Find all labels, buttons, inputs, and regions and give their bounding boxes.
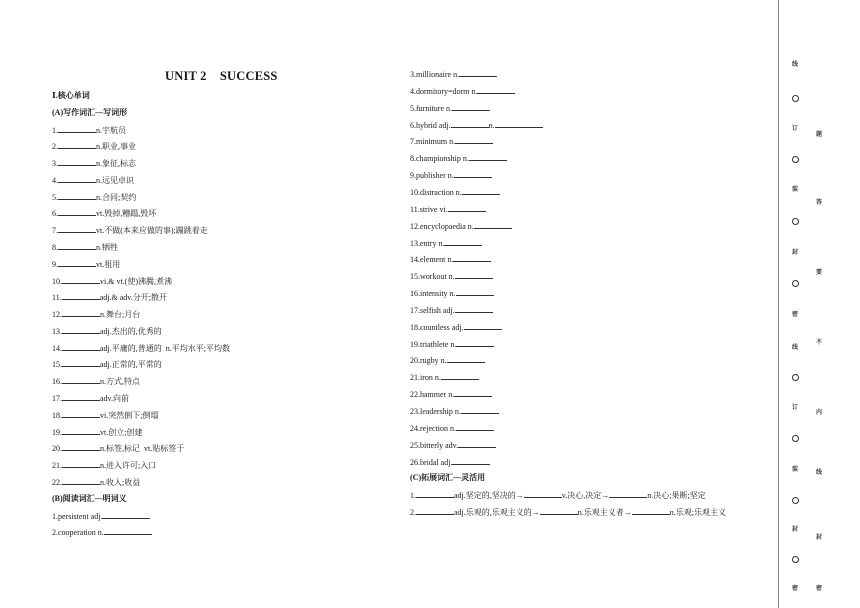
item-definition: vt.毁掉,糟蹋,毁坏 xyxy=(96,209,157,219)
item-number: 11. xyxy=(410,204,420,214)
item-definition: adj.坚定的,坚决的→ xyxy=(454,491,524,501)
item-number: 17. xyxy=(52,394,62,404)
reading-item xyxy=(410,305,493,316)
item-definition: v.决心,决定→ xyxy=(561,491,610,501)
answer-blank[interactable] xyxy=(632,507,670,515)
margin-label: 密 xyxy=(791,586,798,592)
answer-blank[interactable] xyxy=(62,393,100,401)
item-number: 18. xyxy=(410,322,420,332)
item-word: hammer n. xyxy=(420,390,455,400)
answer-blank[interactable] xyxy=(62,443,100,451)
extension-item xyxy=(410,490,706,501)
answer-blank[interactable] xyxy=(456,423,494,431)
item-number: 26. xyxy=(410,457,420,467)
answer-blank[interactable] xyxy=(62,343,100,351)
writing-item xyxy=(52,175,134,186)
writing-item xyxy=(52,393,129,404)
item-number: 6. xyxy=(52,209,58,219)
item-definition: n.乐观主义者→ xyxy=(577,508,632,518)
reading-item xyxy=(410,221,512,232)
item-number: 9. xyxy=(410,171,416,181)
answer-blank[interactable] xyxy=(459,69,497,77)
reading-item xyxy=(410,322,502,333)
answer-blank[interactable] xyxy=(58,225,96,233)
writing-item xyxy=(52,192,136,203)
item-number: 9. xyxy=(52,259,58,269)
answer-blank[interactable] xyxy=(458,440,496,448)
writing-item xyxy=(52,292,167,303)
item-definition: adj.正常的,平常的 xyxy=(100,360,162,370)
item-definition: vt.不做(本来应做的事);蹦跳着走 xyxy=(96,226,208,236)
answer-blank[interactable] xyxy=(461,406,499,414)
answer-blank[interactable] xyxy=(58,141,96,149)
answer-blank[interactable] xyxy=(58,192,96,200)
answer-blank[interactable] xyxy=(62,326,100,334)
answer-blank[interactable] xyxy=(62,276,100,284)
circle-marker xyxy=(792,280,799,287)
section-heading-extension xyxy=(410,473,485,483)
item-definition: n.标签,标记 vt.贴标签于 xyxy=(100,444,185,454)
answer-blank[interactable] xyxy=(58,125,96,133)
writing-item xyxy=(52,259,120,270)
writing-item xyxy=(52,242,118,253)
item-word: intensity n. xyxy=(420,289,456,299)
item-word: strive vi. xyxy=(419,204,448,214)
item-number: 14. xyxy=(52,343,62,353)
item-definition: n.乐观;乐观主义 xyxy=(669,508,727,518)
answer-blank[interactable] xyxy=(62,376,100,384)
margin-label: 订 xyxy=(791,126,798,132)
item-number: 22. xyxy=(52,477,62,487)
item-word: cooperation n. xyxy=(58,528,104,538)
item-number: 25. xyxy=(410,440,420,450)
item-number: 14. xyxy=(410,255,420,265)
reading-item xyxy=(410,271,493,282)
reading-item xyxy=(410,204,486,215)
item-number: 24. xyxy=(410,423,420,433)
writing-item xyxy=(52,443,184,454)
item-word: minimum n. xyxy=(416,137,456,147)
reading-item xyxy=(410,153,507,164)
extension-item xyxy=(410,507,726,518)
item-number: 15. xyxy=(52,360,62,370)
answer-blank[interactable] xyxy=(456,288,494,296)
answer-blank[interactable] xyxy=(462,187,500,195)
answer-blank[interactable] xyxy=(62,427,100,435)
writing-item xyxy=(52,309,140,320)
writing-item xyxy=(52,158,136,169)
answer-blank[interactable] xyxy=(469,153,507,161)
reading-item xyxy=(410,355,485,366)
item-word: rejection n. xyxy=(420,423,456,433)
item-definition: vt.租用 xyxy=(96,259,121,269)
section-heading-writing xyxy=(52,108,127,118)
margin-label: 要 xyxy=(815,270,822,276)
writing-item xyxy=(52,141,136,152)
reading-item xyxy=(52,527,152,538)
answer-blank[interactable] xyxy=(58,259,96,267)
item-word: bitterly adv. xyxy=(420,440,459,450)
item-number: 23. xyxy=(410,407,420,416)
item-definition: adj.平庸的,普通的 n.平均水平;平均数 xyxy=(100,343,230,353)
item-definition: n.收入;收益 xyxy=(100,477,141,487)
item-number: 1. xyxy=(410,491,416,501)
reading-item xyxy=(410,372,479,383)
item-definition: adj.& adv.分开;散开 xyxy=(99,293,167,303)
margin-label: 封 xyxy=(791,250,798,256)
item-number: 17. xyxy=(410,305,420,315)
answer-blank[interactable] xyxy=(58,158,96,166)
margin-label: 封 xyxy=(791,527,798,533)
item-word: workout n. xyxy=(420,272,455,282)
section-heading-reading xyxy=(52,494,127,504)
item-number: 13. xyxy=(52,326,62,336)
reading-item xyxy=(410,187,500,198)
answer-blank[interactable] xyxy=(62,460,100,468)
section-label: Ⅰ.核心单词 xyxy=(52,91,90,100)
reading-item xyxy=(410,254,491,265)
answer-blank[interactable] xyxy=(448,204,486,212)
writing-item xyxy=(52,376,140,387)
item-number: 13. xyxy=(410,238,420,248)
answer-blank[interactable] xyxy=(455,136,493,144)
item-word: selfish adj. xyxy=(420,305,455,315)
answer-blank[interactable] xyxy=(451,120,489,128)
answer-blank[interactable] xyxy=(62,477,100,485)
answer-blank[interactable] xyxy=(464,322,502,330)
writing-item xyxy=(52,225,208,236)
margin-label: 答 xyxy=(815,200,822,206)
answer-blank[interactable] xyxy=(447,355,485,363)
circle-marker xyxy=(792,156,799,163)
item-word: leadership n. xyxy=(420,407,461,416)
item-word: publisher n. xyxy=(416,171,454,181)
answer-blank[interactable] xyxy=(416,507,454,515)
item-number: 3. xyxy=(52,159,58,169)
margin-label: 密 xyxy=(791,312,798,318)
answer-blank[interactable] xyxy=(452,457,490,465)
item-word: iron n. xyxy=(420,373,441,383)
writing-item xyxy=(52,427,142,438)
item-word: persistent adj. xyxy=(58,511,103,521)
margin-label: 题 xyxy=(815,132,822,138)
item-definition: n.象征,标志 xyxy=(96,159,136,169)
reading-item xyxy=(410,406,499,417)
writing-item xyxy=(52,343,230,354)
reading-item xyxy=(52,511,150,522)
item-word: furniture n. xyxy=(416,103,452,113)
item-number: 20. xyxy=(52,444,62,454)
answer-blank[interactable] xyxy=(540,507,578,515)
answer-blank[interactable] xyxy=(524,490,562,498)
answer-blank[interactable] xyxy=(453,254,491,262)
item-number: 8. xyxy=(410,154,416,164)
item-number: 10. xyxy=(52,276,62,286)
reading-item xyxy=(410,389,492,400)
answer-blank[interactable] xyxy=(609,490,647,498)
writing-item xyxy=(52,359,162,370)
item-word: encyclopaedia n. xyxy=(420,221,474,231)
item-definition: n.合同;契约 xyxy=(96,192,137,202)
writing-item xyxy=(52,125,126,136)
page-title: UNIT 2 SUCCESS xyxy=(165,69,278,83)
item-word: distraction n. xyxy=(420,187,462,197)
circle-marker xyxy=(792,374,799,381)
writing-item xyxy=(52,208,156,219)
item-definition: adj.乐观的,乐观主义的→ xyxy=(454,508,540,518)
margin-label: 封 xyxy=(815,535,822,541)
answer-blank[interactable] xyxy=(441,372,479,380)
margin-label: 装 xyxy=(791,187,798,193)
item-definition: n.宇航员 xyxy=(96,125,126,135)
item-number: 12. xyxy=(52,310,62,320)
item-definition: n.方式,特点 xyxy=(100,377,140,387)
reading-item xyxy=(410,423,494,434)
margin-label: 线 xyxy=(791,345,798,351)
writing-item xyxy=(52,410,158,421)
answer-blank[interactable] xyxy=(444,238,482,246)
item-number: 22. xyxy=(410,390,420,400)
answer-blank[interactable] xyxy=(477,86,515,94)
answer-blank[interactable] xyxy=(62,292,100,300)
answer-blank[interactable] xyxy=(455,305,493,313)
answer-blank[interactable] xyxy=(452,103,490,111)
item-number: 21. xyxy=(52,461,62,471)
reading-item xyxy=(410,69,497,80)
item-definition: vi.& vt.(使)沸腾,煮沸 xyxy=(100,276,172,286)
reading-item xyxy=(410,170,492,181)
item-number: 12. xyxy=(410,221,420,231)
margin-label: 不 xyxy=(815,340,822,346)
item-number: 21. xyxy=(410,373,420,383)
reading-item xyxy=(410,288,494,299)
item-definition: n.职业,事业 xyxy=(96,142,136,152)
answer-blank[interactable] xyxy=(62,410,100,418)
item-number: 1. xyxy=(52,511,58,521)
item-word: hybrid adj. xyxy=(416,120,451,130)
answer-blank[interactable] xyxy=(495,120,543,128)
item-number: 7. xyxy=(410,137,416,147)
item-definition: n.牺牲 xyxy=(96,243,118,253)
item-definition: n.进入许可;入口 xyxy=(100,461,157,471)
item-number: 2. xyxy=(410,508,416,518)
item-word: entry n. xyxy=(420,238,445,248)
item-definition: adv.向前 xyxy=(100,394,130,404)
circle-marker xyxy=(792,435,799,442)
reading-item xyxy=(410,238,482,249)
item-number: 16. xyxy=(410,289,420,299)
answer-blank[interactable] xyxy=(58,208,96,216)
circle-marker xyxy=(792,556,799,563)
reading-item xyxy=(410,440,496,451)
item-word: bridal adj. xyxy=(420,457,453,467)
item-word: rugby n. xyxy=(420,356,447,366)
item-word: triathlete n. xyxy=(420,339,457,349)
reading-item xyxy=(410,136,493,147)
item-definition: n.舞台;月台 xyxy=(100,310,141,320)
margin-label: 线 xyxy=(815,470,822,476)
item-word: millionaire n. xyxy=(416,70,460,79)
circle-marker xyxy=(792,218,799,225)
answer-blank[interactable] xyxy=(456,339,494,347)
writing-item xyxy=(52,477,140,488)
reading-item xyxy=(410,457,490,468)
binding-margin-line xyxy=(778,0,779,608)
item-number: 15. xyxy=(410,272,420,282)
item-number: 19. xyxy=(410,339,420,349)
item-number: 7. xyxy=(52,226,58,236)
item-number: 4. xyxy=(410,86,416,96)
item-number: 2. xyxy=(52,142,58,152)
answer-blank[interactable] xyxy=(454,170,492,178)
answer-blank[interactable] xyxy=(455,271,493,279)
item-number: 5. xyxy=(52,192,58,202)
item-number: 19. xyxy=(52,427,62,437)
answer-blank[interactable] xyxy=(58,242,96,250)
item-definition: n.决心;果断;坚定 xyxy=(647,491,706,501)
answer-blank[interactable] xyxy=(474,221,512,229)
reading-item xyxy=(410,103,490,114)
item-number: 3. xyxy=(410,70,416,79)
answer-blank[interactable] xyxy=(102,511,150,519)
circle-marker xyxy=(792,497,799,504)
section-heading-core-words xyxy=(52,91,90,101)
section-label: (A)写作词汇—写词形 xyxy=(52,107,128,117)
circle-marker xyxy=(792,95,799,102)
margin-label: 内 xyxy=(815,410,822,416)
margin-label: 线 xyxy=(791,62,798,68)
margin-label: 订 xyxy=(791,405,798,411)
item-number: 2. xyxy=(52,528,58,538)
item-word: n. xyxy=(488,120,495,130)
item-number: 8. xyxy=(52,243,58,253)
answer-blank[interactable] xyxy=(58,175,96,183)
item-number: 10. xyxy=(410,187,420,197)
item-number: 5. xyxy=(410,103,416,113)
item-definition: n.远见卓识 xyxy=(96,175,134,185)
item-definition: vi.突然倒下;倒塌 xyxy=(100,410,159,420)
margin-label: 装 xyxy=(791,467,798,473)
margin-label: 密 xyxy=(815,586,822,592)
item-number: 18. xyxy=(52,410,62,420)
item-number: 4. xyxy=(52,175,58,185)
section-label: (C)拓展词汇—灵活用 xyxy=(410,473,486,483)
writing-item xyxy=(52,326,162,337)
reading-item xyxy=(410,339,494,350)
item-word: championship n. xyxy=(416,154,469,164)
item-word: dormitory=dorm n. xyxy=(416,86,478,96)
item-number: 6. xyxy=(410,120,416,130)
answer-blank[interactable] xyxy=(416,490,454,498)
reading-item xyxy=(410,86,515,97)
answer-blank[interactable] xyxy=(454,389,492,397)
answer-blank[interactable] xyxy=(104,527,152,535)
writing-item xyxy=(52,276,172,287)
item-definition: vt.创立;创建 xyxy=(100,427,143,437)
item-number: 11. xyxy=(52,293,62,303)
item-definition: adj.杰出的,优秀的 xyxy=(100,326,162,336)
writing-item xyxy=(52,460,156,471)
answer-blank[interactable] xyxy=(62,359,100,367)
answer-blank[interactable] xyxy=(62,309,100,317)
item-word: countless adj. xyxy=(420,322,464,332)
item-number: 16. xyxy=(52,377,62,387)
reading-item xyxy=(410,120,543,131)
item-word: element n. xyxy=(420,255,454,265)
section-label: (B)阅读词汇—明词义 xyxy=(52,493,127,503)
item-number: 20. xyxy=(410,356,420,366)
item-number: 1. xyxy=(52,125,58,135)
